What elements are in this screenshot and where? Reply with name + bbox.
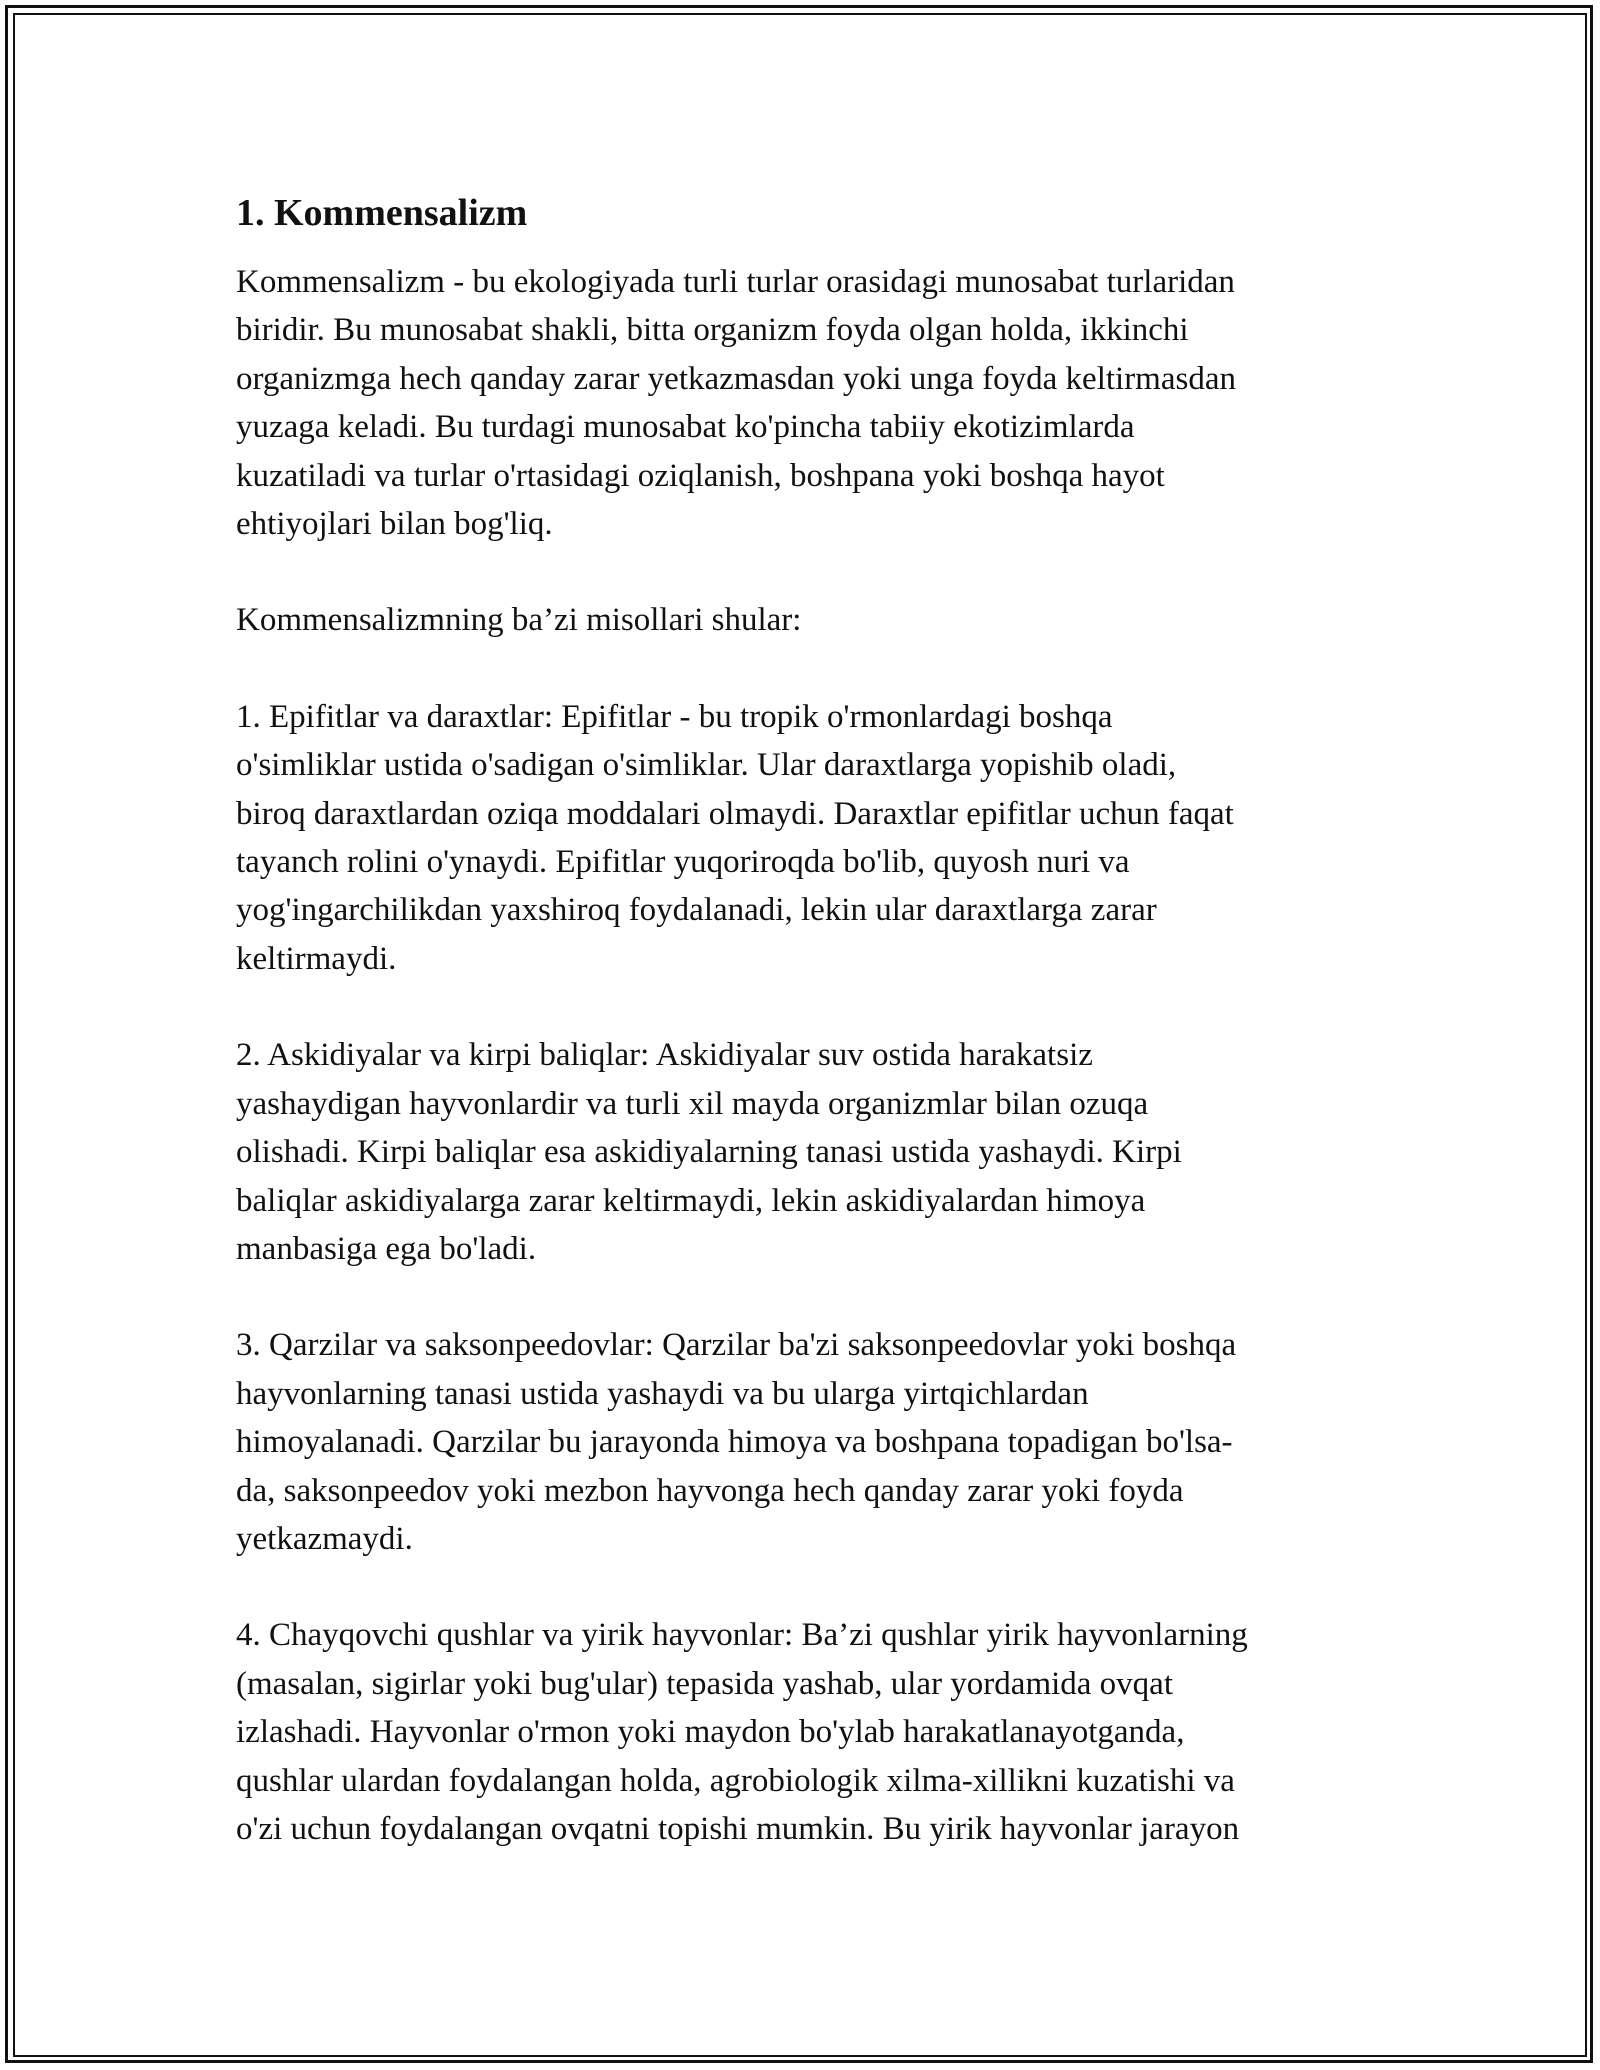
spacer <box>236 1563 1366 1611</box>
spacer <box>236 241 1366 258</box>
spacer <box>236 983 1366 1031</box>
paragraph-example-4: 4. Chayqovchi qushlar va yirik hayvonlar: Ba’zi qushlar yirik hayvonlarning (masalan, sigirlar yoki bug'ular) tepasida yashab, ular yordamida ovqat izlashadi. Hayvonlar o'rmon yoki maydon bo'ylab harakatlanayotganda, qushlar ulardan foydalangan holda, agrobiologik xilma-xillikni kuzatishi va o'zi uchun foydalangan ovqatni topishi mumkin. Bu yirik hayvonlar jarayon <box>236 1617 1248 1847</box>
paragraph-examples-intro: Kommensalizmning ba’zi misollari shular: <box>236 602 802 639</box>
paragraph-example-3: 3. Qarzilar va saksonpeedovlar: Qarzilar ba'zi saksonpeedovlar yoki boshqa hayvonlarning tanasi ustida yashaydi va bu ularga yirtqichlardan himoyalanadi. Qarzilar bu jarayonda himoya va boshpana topadigan bo'lsa- da, saksonpeedov yoki mezbon hayvonga hech qanday zarar yoki foyda yetkazmaydi. <box>236 1327 1237 1557</box>
paragraph-definition: Kommensalizm - bu ekologiyada turli turlar orasidagi munosabat turlaridan biridir. Bu munosabat shakli, bitta organizm foyda olgan holda, ikkinchi organizmga hech qanday zarar yetkazmasdan yoki unga foyda keltirmasdan yuzaga keladi. Bu turdagi munosabat ko'pincha tabiiy ekotizimlarda kuzatiladi va turlar o'rtasidagi oziqlanish, boshpana yoki boshqa hayot ehtiyojlari bilan bog'liq. <box>236 264 1236 543</box>
spacer <box>236 645 1366 693</box>
section-title: 1. Kommensalizm <box>236 192 528 234</box>
paragraph-example-2: 2. Askidiyalar va kirpi baliqlar: Askidiyalar suv ostida harakatsiz yashaydigan hayvonlardir va turli xil mayda organizmlar bilan ozuqa olishadi. Kirpi baliqlar esa askidiyalarning tanasi ustida yashaydi. Kirpi baliqlar askidiyalarga zarar keltirmaydi, lekin askidiyalardan himoya manbasiga ega bo'ladi. <box>236 1037 1182 1267</box>
spacer <box>236 1273 1366 1321</box>
spacer <box>236 548 1366 596</box>
paragraph-example-1: 1. Epifitlar va daraxtlar: Epifitlar - bu tropik o'rmonlardagi boshqa o'simliklar ustida o'sadigan o'simliklar. Ular daraxtlarga yopishib oladi, biroq daraxtlardan oziqa moddalari olmaydi. Daraxtlar epifitlar uchun faqat tayanch rolini o'ynaydi. Epifitlar yuqoriroqda bo'lib, quyosh nuri va yog'ingarchilikdan yaxshiroq foydalanadi, lekin ular daraxtlarga zarar keltirmaydi. <box>236 698 1234 977</box>
document-body <box>236 185 1366 1853</box>
